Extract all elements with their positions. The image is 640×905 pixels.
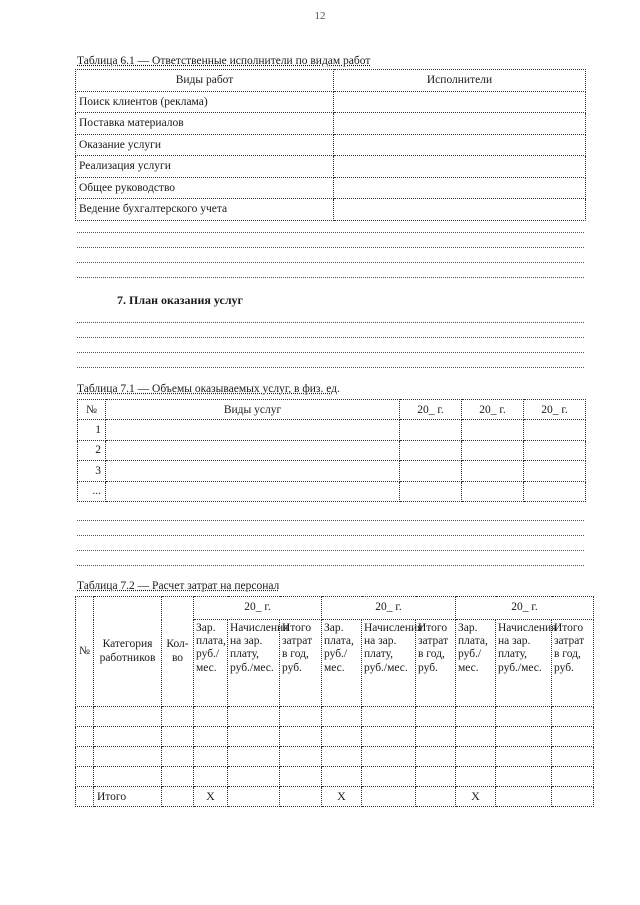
table-row (76, 767, 594, 787)
table-7-1-header-year-2: 20_ г. (462, 400, 524, 420)
work-type-cell: Оказание услуги (76, 134, 334, 156)
fill-in-line[interactable] (77, 550, 584, 551)
table-7-2-header-count: Кол-во (162, 597, 194, 707)
value-cell[interactable] (400, 481, 462, 502)
cell[interactable] (194, 767, 228, 787)
cell[interactable] (162, 767, 194, 787)
table-7-1-header-number: № (78, 400, 106, 420)
value-cell[interactable] (400, 440, 462, 461)
cell[interactable] (76, 747, 94, 767)
cell[interactable] (280, 787, 322, 807)
cell[interactable] (362, 767, 416, 787)
table-row (76, 177, 586, 199)
cell[interactable] (94, 767, 162, 787)
table-row (78, 481, 586, 502)
cell (76, 787, 94, 807)
executor-cell[interactable] (334, 134, 586, 156)
table-row (76, 156, 586, 178)
row-number: ... (78, 481, 106, 502)
section-7-heading: 7. План оказания услуг (117, 293, 243, 307)
table-6-1-header-work-types: Виды работ (76, 70, 334, 92)
cell[interactable] (228, 787, 280, 807)
cell[interactable] (162, 747, 194, 767)
table-7-2-header-year-3: 20_ г. (456, 597, 594, 620)
cell[interactable] (496, 747, 552, 767)
cell[interactable] (456, 747, 496, 767)
cell[interactable] (280, 707, 322, 727)
total-row (76, 787, 594, 807)
value-cell[interactable] (462, 440, 524, 461)
cell[interactable] (416, 787, 456, 807)
cell[interactable] (416, 767, 456, 787)
row-number: 2 (78, 440, 106, 461)
value-cell[interactable] (462, 461, 524, 482)
table-7-2-header-year-2: 20_ г. (322, 597, 456, 620)
table-7-2 (75, 596, 594, 807)
table-row (76, 134, 586, 156)
cell[interactable] (280, 727, 322, 747)
executor-cell[interactable] (334, 91, 586, 113)
table-row (76, 199, 586, 221)
fill-in-line[interactable] (77, 367, 584, 368)
cell[interactable] (362, 787, 416, 807)
cell[interactable] (228, 767, 280, 787)
cell[interactable] (416, 727, 456, 747)
table-row (76, 91, 586, 113)
cell[interactable] (162, 707, 194, 727)
page-number: 12 (314, 10, 326, 22)
header-total-costs: Итого затрат в год, руб. (416, 620, 456, 707)
header-charges: Начисления на зар. плату, руб./мес. (496, 620, 552, 707)
cell[interactable] (456, 767, 496, 787)
cell[interactable] (94, 747, 162, 767)
table-7-2-caption: Таблица 7.2 — Расчет затрат на персонал (77, 580, 280, 592)
cell[interactable] (552, 707, 594, 727)
header-charges: Начисления на зар. плату, руб./мес. (362, 620, 416, 707)
fill-in-line[interactable] (77, 337, 584, 338)
cell[interactable] (322, 707, 362, 727)
table-7-2-header-year-1: 20_ г. (194, 597, 322, 620)
table-7-1-header-year-3: 20_ г. (524, 400, 586, 420)
fill-in-line[interactable] (77, 352, 584, 353)
cell[interactable] (362, 727, 416, 747)
table-row (76, 747, 594, 767)
table-row (76, 727, 594, 747)
header-salary: Зар. плата, руб./мес. (322, 620, 362, 707)
fill-in-line[interactable] (77, 535, 584, 536)
cell[interactable] (228, 747, 280, 767)
row-number: 1 (78, 420, 106, 441)
header-salary: Зар. плата, руб./мес. (456, 620, 496, 707)
cell[interactable] (194, 707, 228, 727)
cell[interactable] (76, 707, 94, 727)
fill-in-line[interactable] (77, 247, 584, 248)
cell[interactable] (552, 727, 594, 747)
service-cell[interactable] (106, 461, 400, 482)
total-label: Итого (94, 787, 162, 807)
work-type-cell: Ведение бухгалтерского учета (76, 199, 334, 221)
cell[interactable] (416, 707, 456, 727)
value-cell[interactable] (524, 461, 586, 482)
work-type-cell: Поставка материалов (76, 113, 334, 135)
service-cell[interactable] (106, 440, 400, 461)
table-7-1 (77, 399, 586, 502)
service-cell[interactable] (106, 420, 400, 441)
cell[interactable] (362, 707, 416, 727)
fill-in-line[interactable] (77, 232, 584, 233)
value-cell[interactable] (524, 481, 586, 502)
table-7-2-header-number: № (76, 597, 94, 707)
cell[interactable] (94, 727, 162, 747)
value-cell[interactable] (462, 481, 524, 502)
table-7-1-caption: Таблица 7.1 — Объемы оказываемых услуг, в физ. ед. (77, 383, 340, 395)
table-row (76, 707, 594, 727)
row-number: 3 (78, 461, 106, 482)
cell[interactable] (416, 747, 456, 767)
cell[interactable] (456, 727, 496, 747)
executor-cell[interactable] (334, 113, 586, 135)
header-total-costs: Итого затрат в год, руб. (552, 620, 594, 707)
service-cell[interactable] (106, 481, 400, 502)
table-7-1-header-services: Виды услуг (106, 400, 400, 420)
cell[interactable] (552, 767, 594, 787)
table-7-1-header-year-1: 20_ г. (400, 400, 462, 420)
cell[interactable] (552, 787, 594, 807)
cell[interactable] (280, 747, 322, 767)
cell[interactable] (322, 767, 362, 787)
cell[interactable] (496, 787, 552, 807)
fill-in-line[interactable] (77, 277, 584, 278)
value-cell[interactable] (524, 420, 586, 441)
table-row (78, 420, 586, 441)
cell[interactable] (496, 707, 552, 727)
table-row (78, 461, 586, 482)
work-type-cell: Общее руководство (76, 177, 334, 199)
x-mark: X (194, 787, 228, 807)
cell[interactable] (162, 787, 194, 807)
cell[interactable] (194, 747, 228, 767)
cell[interactable] (280, 767, 322, 787)
cell[interactable] (456, 707, 496, 727)
table-row (76, 113, 586, 135)
value-cell[interactable] (400, 461, 462, 482)
cell[interactable] (322, 747, 362, 767)
header-charges: Начисления на зар. плату, руб./мес. (228, 620, 280, 707)
header-salary: Зар. плата, руб./мес. (194, 620, 228, 707)
work-type-cell: Поиск клиентов (реклама) (76, 91, 334, 113)
cell[interactable] (94, 707, 162, 727)
cell[interactable] (496, 727, 552, 747)
cell[interactable] (552, 747, 594, 767)
cell[interactable] (76, 767, 94, 787)
value-cell[interactable] (462, 420, 524, 441)
cell[interactable] (322, 727, 362, 747)
fill-in-line[interactable] (77, 520, 584, 521)
value-cell[interactable] (400, 420, 462, 441)
table-6-1-caption: Таблица 6.1 — Ответственные исполнители по видам работ (77, 55, 371, 67)
table-6-1 (75, 69, 586, 221)
fill-in-line[interactable] (77, 322, 584, 323)
x-mark: X (322, 787, 362, 807)
table-7-2-header-category: Категория работников (94, 597, 162, 707)
executor-cell[interactable] (334, 177, 586, 199)
executor-cell[interactable] (334, 156, 586, 178)
executor-cell[interactable] (334, 199, 586, 221)
work-type-cell: Реализация услуги (76, 156, 334, 178)
cell[interactable] (228, 727, 280, 747)
header-total-costs: Итого затрат в год, руб. (280, 620, 322, 707)
x-mark: X (456, 787, 496, 807)
cell[interactable] (194, 727, 228, 747)
cell[interactable] (362, 747, 416, 767)
fill-in-line[interactable] (77, 262, 584, 263)
value-cell[interactable] (524, 440, 586, 461)
table-row (78, 440, 586, 461)
cell[interactable] (496, 767, 552, 787)
cell[interactable] (228, 707, 280, 727)
cell[interactable] (162, 727, 194, 747)
table-6-1-header-executors: Исполнители (334, 70, 586, 92)
fill-in-line[interactable] (77, 565, 584, 566)
cell[interactable] (76, 727, 94, 747)
